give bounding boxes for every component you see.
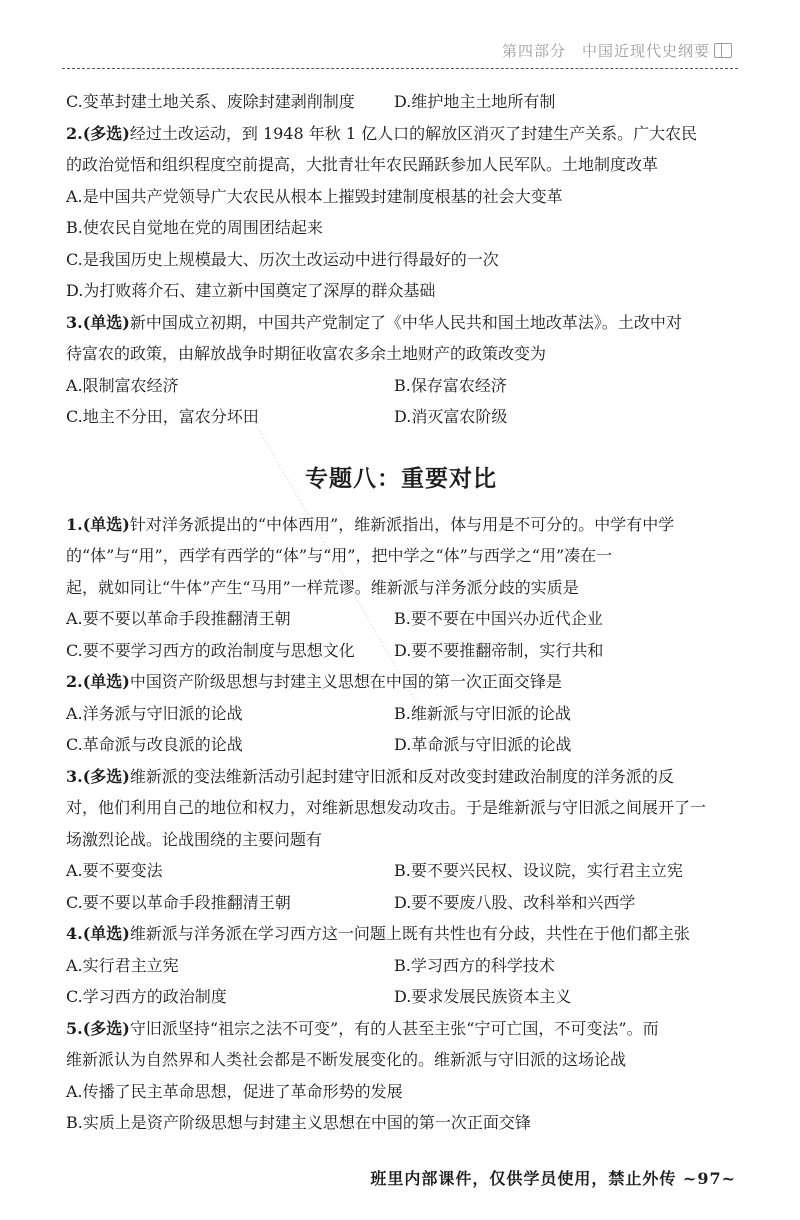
question-type: (单选) — [82, 672, 130, 691]
option-b: B.保存富农经济 — [394, 375, 507, 395]
question-4-common-ground — [66, 918, 736, 1013]
question-stem — [66, 918, 736, 950]
question-stem — [66, 118, 736, 150]
stem-line: 新中国成立初期，中国共产党制定了《中华人民共和国土地改革法》。土改中对 — [129, 312, 682, 332]
question-number: 4. — [66, 924, 83, 943]
header-text: 第四部分 中国近现代史纲要 — [501, 42, 710, 60]
option-row — [66, 603, 736, 635]
stem-line: 维新派认为自然界和人类社会都是不断发展变化的。维新派与守旧派的这场论战 — [66, 1050, 627, 1069]
option-c: C.要不要学习西方的政治制度与思想文化 — [66, 640, 355, 660]
question-3-rich-peasant-policy — [66, 307, 736, 433]
question-number: 3. — [66, 312, 83, 332]
question-type: (多选) — [82, 1018, 130, 1038]
option-b: B.使农民自觉地在党的周围团结起来 — [66, 218, 323, 237]
stem-line: 场激烈论战。论战围绕的主要问题有 — [66, 829, 323, 849]
page-header — [502, 40, 732, 61]
option-d: D.维护地主土地所有制 — [394, 92, 556, 111]
option-c: C.是我国历史上规模最大、历次土改运动中进行得最好的一次 — [66, 249, 499, 269]
question-number: 3. — [66, 766, 83, 786]
stem-line: 中国资产阶级思想与封建主义思想在中国的第一次正面交锋是 — [129, 672, 562, 691]
option-c: C.要不要以革命手段推翻清王朝 — [66, 892, 291, 912]
option-row — [66, 981, 736, 1013]
stem-line: 待富农的政策，由解放战争时期征收富农多余土地财产的政策改变为 — [66, 344, 547, 363]
option-b: B.要不要兴民权、设议院，实行君主立宪 — [394, 861, 683, 880]
stem-line: 维新派的变法维新活动引起封建守旧派和反对改变封建政治制度的洋务派的反 — [129, 766, 674, 786]
question-3-debate-issues — [66, 761, 736, 919]
stem-line: 维新派与洋务派在学习西方这一问题上既有共性也有分歧，共性在于他们都主张 — [129, 924, 690, 943]
stem-line: 起，就如同让“牛体”产生“马用”一样荒谬。维新派与洋务派分歧的实质是 — [66, 577, 579, 597]
question-stem — [66, 307, 736, 339]
option-d: D.要不要推翻帝制，实行共和 — [394, 640, 604, 660]
question-type: (多选) — [82, 766, 130, 786]
option-row — [66, 698, 736, 730]
option-row — [66, 729, 736, 761]
book-icon — [714, 43, 732, 58]
option-row — [66, 635, 736, 667]
stem-line: 的政治觉悟和组织程度空前提高，大批青壮年农民踊跃参加人民军队。土地制度改革 — [66, 155, 659, 174]
option-d: D.革命派与守旧派的论战 — [394, 735, 572, 754]
option-a: A.传播了民主革命思想，促进了革命形势的发展 — [66, 1081, 403, 1101]
question-stem — [66, 1013, 736, 1045]
page-content — [66, 86, 736, 1139]
option-a: A.要不要以革命手段推翻清王朝 — [66, 609, 291, 628]
question-type: (单选) — [82, 312, 130, 332]
option-row — [66, 86, 736, 118]
question-number: 1. — [66, 514, 83, 534]
question-stem — [66, 666, 736, 698]
question-stem — [66, 761, 736, 793]
option-d: D.要不要废八股、改科举和兴西学 — [394, 892, 636, 912]
option-d: D.消灭富农阶级 — [394, 407, 508, 426]
option-row — [66, 950, 736, 982]
page-footer: 班里内部课件，仅供学员使用，禁止外传 ~97~ — [370, 1169, 736, 1188]
option-a: A.要不要变法 — [66, 861, 163, 880]
section-title: 专题八：重要对比 — [305, 465, 497, 492]
stem-line: 经过土改运动，到 1948 年秋 1 亿人口的解放区消灭了封建生产关系。广大农民 — [129, 123, 698, 143]
question-number: 5. — [66, 1018, 83, 1038]
option-b: B.要不要在中国兴办近代企业 — [394, 609, 603, 628]
question-type: (单选) — [82, 924, 130, 943]
option-a: A.洋务派与守旧派的论战 — [66, 703, 243, 723]
option-c: C.变革封建土地关系、废除封建剥削制度 — [66, 92, 355, 111]
option-a: A.实行君主立宪 — [66, 955, 179, 975]
option-b: B.学习西方的科学技术 — [394, 955, 555, 975]
question-5-debate-significance — [66, 1013, 736, 1139]
option-c: C.地主不分田，富农分坏田 — [66, 407, 259, 426]
option-b: B.维新派与守旧派的论战 — [394, 703, 571, 723]
option-row — [66, 887, 736, 919]
option-c: C.学习西方的政治制度 — [66, 987, 227, 1006]
stem-line: 的“体”与“用”，西学有西学的“体”与“用”，把中学之“体”与西学之“用”凑在一 — [66, 546, 613, 565]
option-row — [66, 855, 736, 887]
option-d: D.为打败蒋介石、建立新中国奠定了深厚的群众基础 — [66, 281, 436, 300]
option-d: D.要求发展民族资本主义 — [394, 987, 572, 1006]
stem-line: 对，他们利用自己的地位和权力，对维新思想发动攻击。于是维新派与守旧派之间展开了一 — [66, 798, 707, 817]
option-c: C.革命派与改良派的论战 — [66, 735, 243, 754]
question-type: (单选) — [82, 514, 130, 534]
question-2-first-confrontation — [66, 666, 736, 761]
question-1-ti-yong — [66, 509, 736, 667]
option-a: A.限制富农经济 — [66, 375, 179, 395]
option-row — [66, 370, 736, 402]
stem-line: 守旧派坚持“祖宗之法不可变”，有的人甚至主张“宁可亡国，不可变法”。而 — [129, 1018, 659, 1038]
option-row — [66, 401, 736, 433]
question-number: 2. — [66, 672, 83, 691]
option-b: B.实质上是资产阶级思想与封建主义思想在中国的第一次正面交锋 — [66, 1113, 531, 1132]
question-number: 2. — [66, 123, 83, 143]
question-2-land-reform — [66, 118, 736, 307]
stem-line: 针对洋务派提出的“中体西用”，维新派指出，体与用是不可分的。中学有中学 — [129, 514, 675, 534]
option-a: A.是中国共产党领导广大农民从根本上摧毁封建制度根基的社会大变革 — [66, 186, 563, 206]
question-stem — [66, 509, 736, 541]
question-type: (多选) — [82, 123, 130, 143]
header-divider — [62, 68, 738, 69]
